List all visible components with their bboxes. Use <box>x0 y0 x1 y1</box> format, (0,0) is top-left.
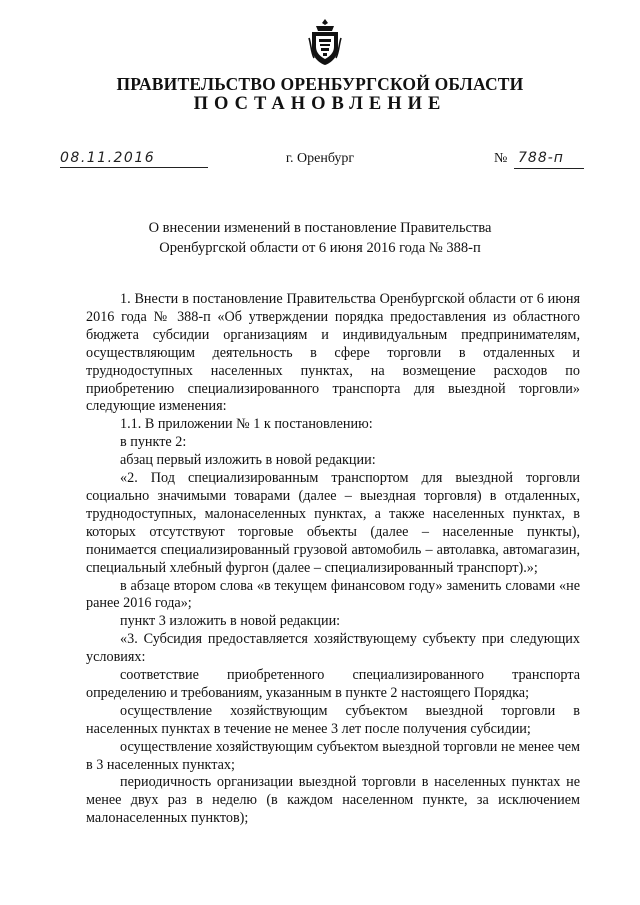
body-paragraph: соответствие приобретенного специализированного транспорта определению и требованиям, указанным в пункте 2 настоящего Порядка; <box>86 667 580 701</box>
body-paragraph: 1.1. В приложении № 1 к постановлению: <box>120 416 373 433</box>
body-paragraph: пункт 3 изложить в новой редакции: <box>120 613 341 630</box>
document-type: ПОСТАНОВЛЕНИЕ <box>193 94 447 114</box>
document-subject <box>0 218 640 258</box>
coat-of-arms-icon <box>308 18 342 66</box>
number-value: 788-п <box>518 150 564 166</box>
document-date-value: 08.11.2016 <box>60 150 156 166</box>
document-city: г. Оренбург <box>285 151 355 166</box>
subject-line-2: Оренбургской области от 6 июня 2016 года № 388-п <box>159 240 481 256</box>
subject-line-1: О внесении изменений в постановление Правительства <box>148 220 492 236</box>
body-paragraph: в пункте 2: <box>120 434 187 451</box>
document-number <box>494 151 590 167</box>
body-paragraph: периодичность организации выездной торговли в населенных пунктах не менее двух раз в неделю (в каждом населенном пункте, за исключением малонаселенных пунктов); <box>86 774 580 827</box>
number-underline <box>514 168 584 169</box>
body-paragraph: абзац первый изложить в новой редакции: <box>120 452 376 469</box>
body-paragraph: осуществление хозяйствующим субъектом выездной торговли не менее чем в 3 населенных пунктах; <box>86 738 580 773</box>
number-label: № <box>494 151 508 166</box>
date-underline <box>60 167 208 168</box>
body-paragraph: «3. Субсидия предоставляется хозяйствующему субъекту при следующих условиях: <box>86 631 580 666</box>
body-paragraph: в абзаце втором слова «в текущем финансовом году» заменить словами «не ранее 2016 года»; <box>86 577 580 612</box>
organization-name: ПРАВИТЕЛЬСТВО ОРЕНБУРГСКОЙ ОБЛАСТИ <box>116 74 524 94</box>
body-paragraph: осуществление хозяйствующим субъектом выездной торговли в населенных пунктах в течение не менее 3 лет после получения субсидии; <box>86 702 580 737</box>
body-paragraph: «2. Под специализированным транспортом для выездной торговли социально значимыми товарами (далее – выездная торговля) в отдаленных, труднодоступных, малонаселенных пунктах, а также населенных пунктах, в которых отсутствуют торговые объекты (далее – населенные пункты), понимается специализированный грузовой автомобиль – автолавка, автомагазин, специальный хлебный фургон (далее – специализированный транспорт).»; <box>86 470 580 576</box>
body-paragraph: 1. Внести в постановление Правительства Оренбургской области от 6 июня 2016 года № 388-п «Об утверждении порядка предоставления из областного бюджета субсидии организациям и индивидуальным предпринимателям, осуществляющим деятельность в сфере торговли в отдаленных и труднодоступных населенных пунктах, на возмещение расходов по приобретению специализированного транспорта для выездной торговли» следующие изменения: <box>86 291 580 415</box>
document-body <box>86 291 580 828</box>
